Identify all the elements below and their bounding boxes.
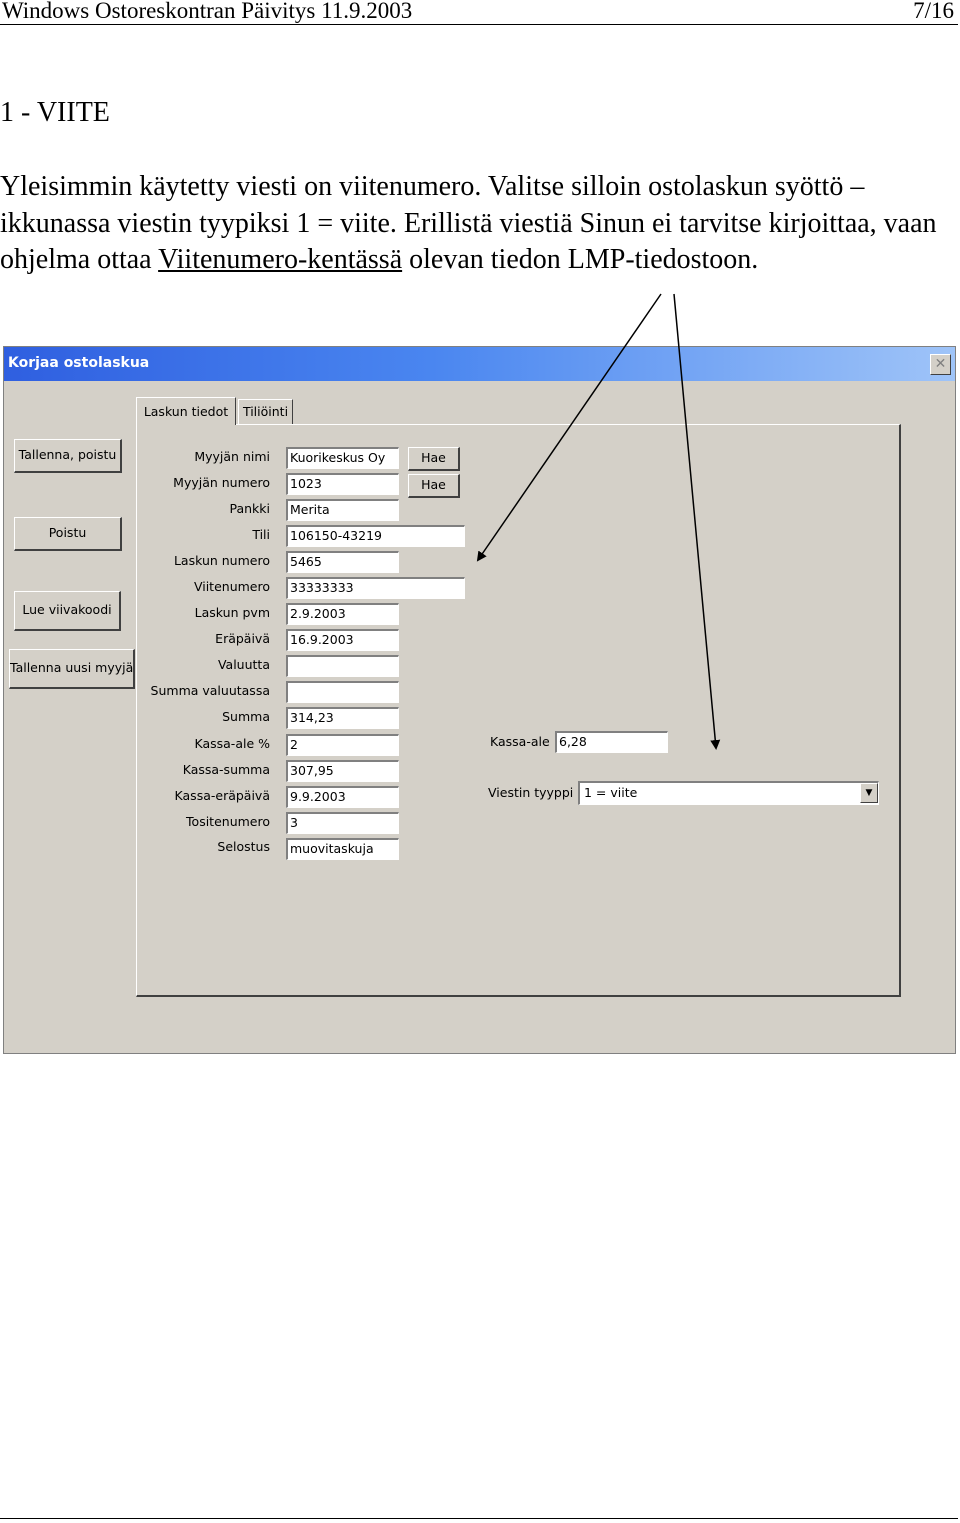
field-label: Myyjän nimi (194, 449, 270, 464)
field-label: Eräpäivä (215, 631, 270, 646)
fetch-seller-name-button[interactable]: Hae (408, 447, 460, 471)
seller-name-input[interactable]: Kuorikeskus Oy (286, 447, 399, 469)
arrow-to-message-type (674, 294, 716, 748)
tab-invoice-details[interactable]: Laskun tiedot (136, 397, 236, 425)
exit-button[interactable]: Poistu (14, 517, 122, 551)
field-label: Myyjän numero (173, 475, 270, 490)
reference-number-input[interactable]: 33333333 (286, 577, 465, 599)
description-input[interactable]: muovitaskuja (286, 838, 399, 860)
fetch-seller-number-button[interactable]: Hae (408, 474, 460, 498)
field-label: Pankki (229, 501, 270, 516)
field-label: Summa valuutassa (150, 683, 270, 698)
discount-due-date-input[interactable]: 9.9.2003 (286, 786, 399, 808)
field-label: Kassa-ale (490, 734, 550, 749)
field-label: Tositenumero (186, 814, 270, 829)
close-icon[interactable]: ✕ (930, 354, 951, 375)
field-label: Summa (222, 709, 270, 724)
field-label: Laskun pvm (194, 605, 270, 620)
save-new-seller-button[interactable]: Tallenna uusi myyjä (9, 649, 135, 689)
page-number: 7/16 (913, 0, 954, 23)
invoice-date-input[interactable]: 2.9.2003 (286, 603, 399, 625)
field-label: Selostus (217, 839, 270, 854)
discount-percent-input[interactable]: 2 (286, 734, 399, 756)
bank-input[interactable]: Merita (286, 499, 399, 521)
paragraph-text-end: olevan tiedon LMP-tiedostoon. (402, 244, 759, 276)
dialog-title: Korjaa ostolaskua (8, 355, 150, 371)
message-type-value: 1 = viite (584, 785, 638, 800)
field-label: Laskun numero (173, 553, 270, 568)
document-title: Windows Ostoreskontran Päivitys 11.9.2003 (2, 0, 413, 23)
field-label: Viestin tyyppi (488, 785, 574, 800)
paragraph-text: Yleisimmin käytetty viesti on viitenumero. Valitse silloin ostolaskun syöttö –ikkunassa viestin tyypiksi 1 = viite. Erillistä viestiä Sinun ei tarvitse kirjoittaa, vaan ohjelma ottaa (0, 171, 937, 276)
footer-rule (0, 1518, 958, 1519)
account-input[interactable]: 106150-43219 (286, 525, 465, 547)
field-label: Valuutta (217, 657, 270, 672)
field-label: Kassa-eräpäivä (174, 788, 270, 803)
arrow-to-reference-field (478, 294, 661, 560)
invoice-number-input[interactable]: 5465 (286, 551, 399, 573)
read-barcode-button[interactable]: Lue viivakoodi (14, 591, 121, 631)
field-label: Kassa-summa (182, 762, 270, 777)
save-exit-button[interactable]: Tallenna, poistu (14, 439, 122, 473)
chevron-down-icon[interactable]: ▼ (860, 783, 878, 803)
seller-number-input[interactable]: 1023 (286, 473, 399, 495)
field-label: Viitenumero (193, 579, 270, 594)
voucher-number-input[interactable]: 3 (286, 812, 399, 834)
field-label: Kassa-ale % (194, 736, 270, 751)
amount-input[interactable]: 314,23 (286, 707, 399, 729)
cash-discount-input[interactable]: 6,28 (555, 731, 668, 753)
section-heading: 1 - VIITE (0, 97, 110, 128)
field-label: Tili (252, 527, 270, 542)
tab-accounting[interactable]: Tiliöinti (238, 399, 293, 425)
due-date-input[interactable]: 16.9.2003 (286, 629, 399, 651)
discount-amount-input[interactable]: 307,95 (286, 760, 399, 782)
reference-field-mention: Viitenumero-kentässä (158, 244, 403, 276)
